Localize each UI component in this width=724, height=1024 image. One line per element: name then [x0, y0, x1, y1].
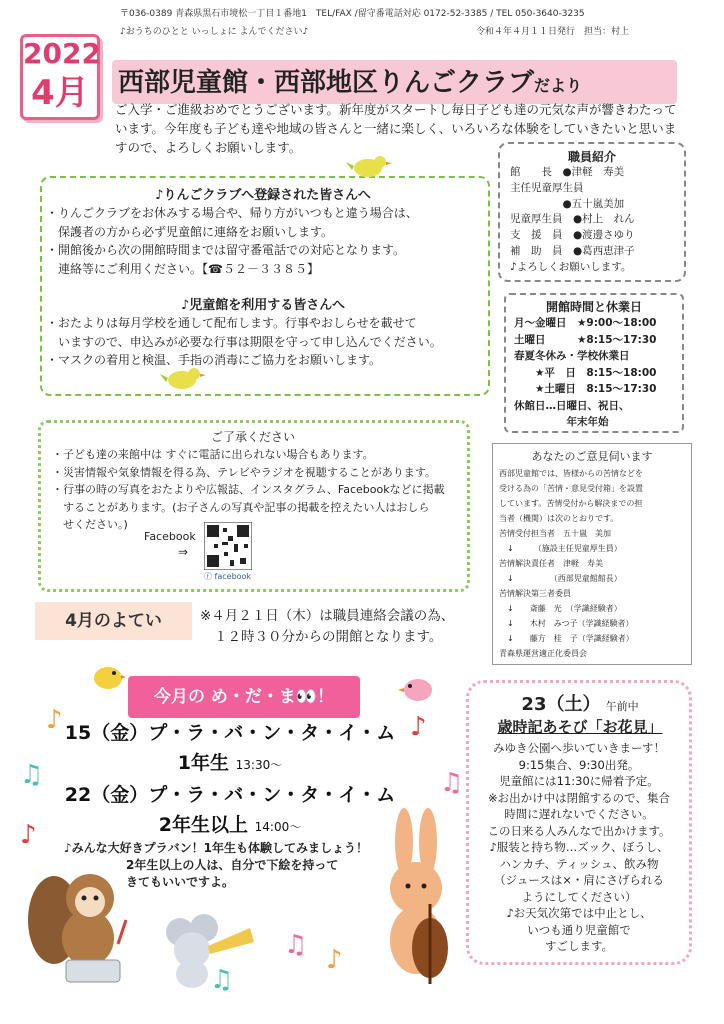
ringo-heading: ♪りんごクラブへ登録された皆さんへ [155, 188, 371, 203]
consent-line: せください。) [52, 518, 128, 531]
staff-heading: 職員紹介 [567, 150, 616, 164]
opinion-line: 受ける為の「苦情・意見受付箱」を設置 [499, 484, 643, 493]
issue-date: 令和４年４月１１日発行 担当：村上 [476, 27, 630, 37]
title-suffix: だより [534, 76, 583, 95]
staff-line: 館 長 ●津軽 寿美 [510, 166, 625, 178]
opinion-line: ↓ 藤方 桂 子（学識経験者） [499, 634, 634, 643]
use-line: ・マスクの着用と検温、手指の消毒にご協力をお願いします。 [46, 353, 382, 367]
ringo-line: ・開館後から次の開館時間までは留守番電話での対応となります。 [46, 243, 406, 257]
ringo-body [46, 204, 486, 278]
music-note-icon: ♪ [46, 705, 63, 735]
hours-line: 月～金曜日 ★9:00～18:00 [514, 317, 657, 329]
hanami-line: すごします。 [544, 939, 614, 953]
plan-grade: 2年生以上 [158, 814, 248, 836]
hanami-line: ♪服装と持ち物…ズック、ぼうし、 [489, 840, 669, 854]
hanami-line: （ジュースは×・肩にさげられる [494, 873, 664, 887]
music-note-icon: ♪ [410, 712, 427, 742]
intro-paragraph: ご入学・ご進級おめでとうございます。新年度がスタートし毎日子ども達の元気な声が響きわたっています。今年度も子ども達や地域の皆さんと一緒に楽しく、いろいろな体験をしていきたいと思いますので、よろしくお願いします。 [115, 102, 677, 155]
ringo-line: ・りんごクラブをお休みする場合や、帰り方がいつもと違う場合は、 [46, 206, 418, 220]
squirrel-drummer-icon [26, 860, 130, 990]
staff-line: 補 助 員 ●葛西恵津子 [510, 244, 635, 257]
hours-line: ★平 日 8:15～18:00 [514, 366, 657, 379]
staff-line: 児童厚生員 ●村上 れん [510, 213, 635, 226]
chick-icon [90, 660, 126, 690]
hanami-line: ハンカチ、ティッシュ、飲み物 [499, 856, 659, 871]
hours-box [504, 293, 684, 433]
music-note-icon: ♫ [440, 768, 464, 798]
month-label: 4月 [31, 73, 89, 113]
use-heading: ♪児童館を利用する皆さんへ [180, 298, 346, 313]
plan-line: 15（金）プ・ラ・バ・ン・タ・イ・ム [64, 722, 396, 744]
plan-grade: 1年生 [177, 752, 229, 774]
opinion-line: ↓ 木村 みつ子（学識経験者） [499, 619, 634, 628]
plan-line: 22（金）プ・ラ・バ・ン・タ・イ・ム [64, 784, 396, 806]
opinion-box [492, 443, 692, 665]
schedule-note-line: １２時３０分からの開館となります。 [214, 629, 443, 645]
schedule-note [200, 606, 454, 648]
use-line: ・おたよりは毎月学校を通して配布します。行事やおしらせを載せて [46, 316, 417, 330]
hanami-line: いつも通り児童館で [527, 922, 631, 937]
consent-body [52, 446, 464, 534]
hanami-body [472, 740, 686, 955]
music-note-icon: ♪ [326, 945, 343, 975]
arrow-glyph: ⇒ [178, 545, 189, 559]
plan-line [0, 748, 460, 780]
pink-bird-icon [398, 672, 438, 704]
music-note-icon: ♫ [284, 930, 308, 960]
year-label: 2022 [23, 37, 101, 70]
opinion-line: 青森県運営適正化委員会 [499, 649, 587, 658]
hanami-line: 児童館には11:30に帰着予定。 [499, 774, 659, 788]
header-slogan: ♪おうちのひとと いっしょに よんでください♪ [120, 27, 309, 37]
opinion-line: 西部児童館では、皆様からの苦情などを [499, 469, 643, 478]
header-address: 〒036-0389 青森県黒石市境松一丁目１番地1 TEL/FAX /留守番電話対応 0172-52-3385 / TEL 050-3640-3235 [120, 9, 585, 19]
facebook-label: Facebook [144, 530, 196, 543]
use-body [46, 314, 486, 370]
opinion-line: 当者（機関）は次のとおりです。 [499, 514, 619, 523]
bird-icon [346, 150, 392, 180]
date-box [20, 34, 100, 120]
hanami-line: この日来る人みんなで出かけます。 [487, 823, 671, 838]
april-schedule-label: 4月のよてい [35, 602, 192, 640]
hours-line: 休館日…日曜日、祝日、 [514, 399, 630, 412]
opinion-line: ↓ （施設主任児童厚生員） [499, 544, 622, 553]
hanami-title: 歳時記あそび「お花見」 [497, 718, 663, 736]
staff-line: 支 援 員 ●渡邊さゆり [510, 229, 635, 242]
schedule-note-line: ※４月２１日（木）は職員連絡会議の為、 [200, 608, 455, 624]
opinion-line: 苦情受付担当者 五十嵐 美加 [499, 529, 611, 538]
hanami-date-line [476, 690, 684, 716]
plan-time: 14:00～ [254, 820, 302, 834]
use-line: いますので、申込みが必要な行事は期限を守って申し込んでください。 [46, 334, 442, 349]
music-note-icon: ♫ [210, 965, 234, 995]
consent-line: ・災害情報や気象情報を得る為、テレビやラジオを視聴することがあります。 [52, 465, 436, 479]
opinion-line: しています。苦情受付から解決までの担 [499, 499, 643, 508]
facebook-badge-text: facebook [214, 572, 252, 581]
facebook-badge[interactable] [204, 571, 251, 582]
opinion-heading: あなたのご意見伺います [531, 450, 653, 463]
music-note-icon: ♪ [20, 820, 37, 850]
mouse-trumpet-icon [150, 906, 260, 990]
opinion-line: ↓ 斎藤 光 （学識経験者） [499, 604, 622, 613]
medama-desc-line: きてもいいですよ。 [126, 875, 235, 889]
hours-line: 土曜日 ★8:15～17:30 [514, 333, 657, 346]
medama-banner: 今月の め・だ・ま👀！ [128, 676, 360, 718]
hanami-line: みゆき公園へ歩いていきまーす！ [493, 741, 665, 755]
consent-line: することがあります。(お子さんの写真や記事の掲載を控えたい人はおしら [52, 500, 430, 514]
hanami-line: ※お出かけ中は閉館するので、集合 [488, 790, 670, 805]
title-main: 西部児童館・西部地区りんごクラブ [118, 68, 535, 98]
hanami-line: ようにしてください） [521, 889, 637, 904]
newsletter-title [118, 62, 582, 99]
hours-line: 春夏冬休み・学校休業日 [514, 350, 630, 362]
medama-desc-line: ♪みんな大好きプラバン！1年生も体験してみましょう！ [64, 841, 369, 855]
rabbit-cello-icon [372, 808, 472, 988]
hanami-date: 23（土） [521, 694, 601, 715]
hanami-time: 午前中 [605, 700, 639, 713]
consent-line: ・行事の時の写真をおたよりや広報誌、インスタグラム、Facebookなどに掲載 [52, 483, 445, 496]
plan-time: 13:30～ [235, 758, 283, 772]
opinion-line: 苦情解決第三者委員 [499, 589, 571, 598]
hanami-line: ♪お天気次第では中止とし、 [506, 906, 652, 920]
medama-desc-line: 2年生以上の人は、自分で下絵を持って [126, 858, 339, 872]
hours-line: 年末年始 [514, 416, 609, 428]
ringo-line: 連絡等にご利用ください。【☎５２－３３８５】 [46, 261, 319, 276]
consent-line: ・子ども達の来館中は すぐに電話に出られない場合もあります。 [52, 448, 374, 461]
ringo-line: 保護者の方から必ず児童館に連絡をお願いします。 [46, 224, 334, 239]
hanami-line: 9:15集合、9:30出発。 [518, 757, 640, 772]
hours-line: ★土曜日 8:15～17:30 [514, 383, 657, 395]
music-note-icon: ♫ [20, 760, 44, 790]
hours-heading: 開館時間と休業日 [545, 300, 642, 314]
facebook-icon: ⓕ [204, 572, 212, 581]
hanami-line: 時間に遅れないでください。 [504, 807, 654, 821]
staff-box [498, 142, 686, 282]
qr-code-icon[interactable] [204, 522, 252, 570]
staff-line: ♪よろしくお願いします。 [510, 260, 632, 273]
consent-heading: ご了承ください [210, 430, 295, 444]
staff-line: ●五十嵐美加 [510, 197, 625, 210]
opinion-line: ↓ （西部児童館館長） [499, 574, 622, 583]
staff-line: 主任児童厚生員 [510, 181, 584, 194]
opinion-line: 苦情解決責任者 津軽 寿美 [499, 559, 603, 568]
